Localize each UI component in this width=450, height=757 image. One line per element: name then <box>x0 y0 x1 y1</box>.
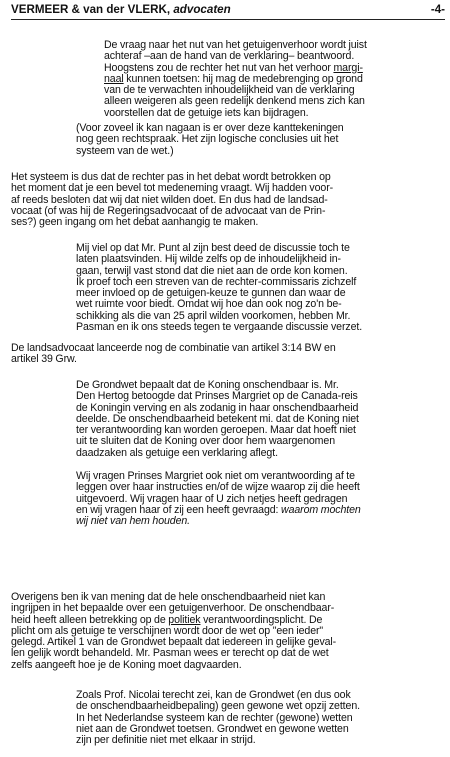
paragraph-8 <box>11 592 336 671</box>
text-line: Hoogstens zou de rechter het nut van het verhoor <box>104 61 334 74</box>
paragraph-9 <box>76 690 360 746</box>
text-line: van de te verwachten inhoudelijkheid van de verklaring <box>104 84 355 97</box>
text-line: De vraag naar het nut van het getuigenverhoor wordt juist <box>104 39 367 51</box>
page-header <box>11 3 445 20</box>
text-line: systeem van de wet.) <box>76 144 174 157</box>
text-line: plicht om als getuige te verschijnen wordt door de wet op "een ieder" <box>11 624 324 637</box>
italic-text: wij niet van hem houden. <box>76 515 190 528</box>
text-line: achteraf –aan de hand van de verklaring– beantwoord. <box>104 50 355 63</box>
paragraph-2 <box>76 123 344 157</box>
text-line: niet aan de Grondwet toetsen. Grondwet en gewone wetten <box>76 722 349 735</box>
text-line: Mij viel op dat Mr. Punt al zijn best deed de discussie toch te <box>76 242 350 254</box>
text-line: gelegd. Artikel 1 van de Grondwet bepaalt dat iedereen in gelijke geval- <box>11 636 337 649</box>
paragraph-6 <box>76 380 359 459</box>
text-line: len gelijk wordt behandeld. Mr. Pasman wees er terecht op dat de wet <box>11 647 329 660</box>
text-line: gaan, terwijl vast stond dat die niet aan de orde kon komen. <box>76 264 348 277</box>
text-line: alleen weigeren als geen redelijk denkend mens zich kan <box>104 95 365 108</box>
underlined-text: naal <box>104 72 124 85</box>
paragraph-4 <box>76 243 362 333</box>
text-line: wet ruimte voor biedt. Omdat wij hoe dan ook nog zo'n be- <box>76 298 342 311</box>
text-line: schikking als die van 25 april wilden voorkomen, hebben Mr. <box>76 309 351 322</box>
text-line: het moment dat je een bevel tot medeneming vraagt. Wij hadden voor- <box>11 182 334 195</box>
text-line: Ik proef toch een streven van de rechter-commissaris zichzelf <box>76 275 357 288</box>
text-line: Wij vragen Prinses Margriet ook niet om verantwoording af te <box>76 470 355 482</box>
italic-text: waarom mochten <box>281 503 361 516</box>
text-line: In het Nederlandse systeem kan de rechter (gewone) wetten <box>76 711 353 724</box>
text-line: Zoals Prof. Nicolai terecht zei, kan de Grondwet (en dus ook <box>76 689 351 701</box>
text-line: leggen over haar instructies en/of de wijze waarop zij die heeft <box>76 481 360 494</box>
paragraph-3 <box>11 172 333 228</box>
text-line: Het systeem is dus dat de rechter pas in het debat wordt betrokken op <box>11 171 331 183</box>
text-line: daadzaken als getuige een verklaring aflegt. <box>76 446 278 459</box>
firm-name <box>11 3 231 17</box>
page-number: -4- <box>430 3 445 16</box>
text-line: (Voor zoveel ik kan nagaan is er over deze kanttekeningen <box>76 122 344 134</box>
text-line: artikel 39 Grw. <box>11 353 77 366</box>
underlined-text: margi- <box>333 61 363 74</box>
text-line: nog geen rechtspraak. Het zijn logische conclusies uit het <box>76 133 339 146</box>
text-line: Den Hertog betoogde dat Prinses Margriet op de Canada-reis <box>76 390 358 403</box>
text-line: kunnen toetsen: hij mag de medebrenging op grond <box>123 72 363 85</box>
text-line: uit te sluiten dat de Koning over door hem waargenomen <box>76 435 335 448</box>
text-line: de onschendbaarheidbepaling) geen gewone wet opzij zetten. <box>76 700 360 713</box>
firm-name-suffix: advocaten <box>173 3 231 16</box>
text-line: ses?) geen ingang om het debat aanhangig te maken. <box>11 216 259 229</box>
text-line: ter verantwoording kan worden geroepen. Maar dat hoeft niet <box>76 424 356 437</box>
text-line: vocaat (of was hij de Regeringsadvocaat of de advocaat van de Prin- <box>11 204 326 217</box>
text-line: meer invloed op de getuigen-keuze te gunnen dan waar de <box>76 287 346 300</box>
firm-name-main: VERMEER & van der VLERK, <box>11 3 174 16</box>
text-line: verantwoordingsplicht. De <box>200 613 323 626</box>
text-line: de Koningin verving en als zodanig in haar onschendbaarheid <box>76 401 359 414</box>
paragraph-7 <box>76 471 361 527</box>
text-line: De Grondwet bepaalt dat de Koning onschendbaar is. Mr. <box>76 379 339 391</box>
text-line: Pasman en ik ons steeds tegen te vergaande discussie verzet. <box>76 321 363 334</box>
text-line: laten plaatsvinden. Hij wilde zelfs op de inhoudelijkheid in- <box>76 253 341 266</box>
text-line: af reeds besloten dat wij dat niet wilden doet. En dus had de landsad- <box>11 193 328 206</box>
text-line: heid heeft alleen betrekking op de <box>11 613 169 626</box>
paragraph-5 <box>11 343 336 366</box>
text-line: uitgevoerd. Wij vragen haar of U zich netjes heeft gedragen <box>76 492 348 505</box>
text-line: deelde. De onschendbaarheid betekent mi. dat de Koning niet <box>76 412 359 425</box>
text-line: zelfs aangeeft hoe je de Koning moet dagvaarden. <box>11 658 242 671</box>
text-line: zijn per definitie niet met elkaar in strijd. <box>76 734 256 747</box>
underlined-text: politiek <box>168 613 201 626</box>
text-line: Overigens ben ik van mening dat de hele onschendbaarheid niet kan <box>11 591 326 603</box>
text-line: en wij vragen haar of zij een heeft gevraagd: <box>76 503 282 516</box>
text-line: De landsadvocaat lanceerde nog de combinatie van artikel 3:14 BW en <box>11 342 336 354</box>
paragraph-1 <box>104 40 367 119</box>
text-line: ingrijpen in het bepaalde over een getuigenverhoor. De onschendbaar- <box>11 602 335 615</box>
text-line: voorstellen dat de getuige iets kan bijdragen. <box>104 106 309 119</box>
